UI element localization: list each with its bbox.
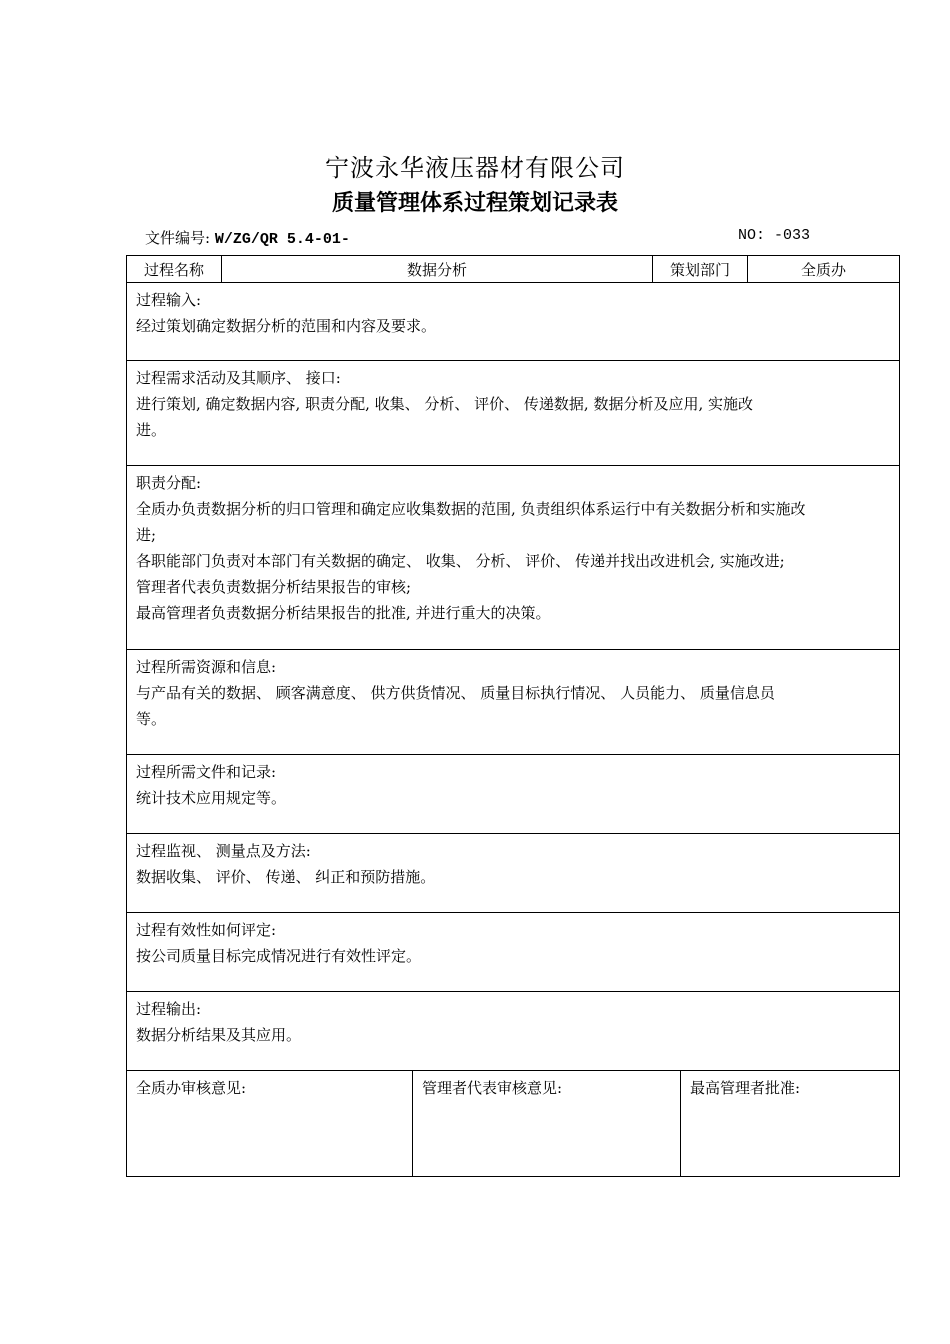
top-mgmt-approval: 最高管理者批准: <box>690 1079 801 1097</box>
section-line: 数据分析结果及其应用。 <box>136 1026 302 1044</box>
section-heading: 过程输入: <box>136 291 202 309</box>
dept-label: 策划部门 <box>653 256 748 282</box>
section-responsibilities <box>126 466 900 650</box>
section-heading: 过程所需文件和记录: <box>136 763 277 781</box>
section-effectiveness <box>126 913 900 992</box>
section-activities <box>126 361 900 466</box>
section-line: 进行策划, 确定数据内容, 职责分配, 收集、 分析、 评价、 传递数据, 数据分析及应用, 实施改 <box>136 395 753 413</box>
process-name-value: 数据分析 <box>222 256 653 282</box>
section-monitoring <box>126 834 900 913</box>
company-name: 宁波永华液压器材有限公司 <box>325 154 625 182</box>
doc-number-label: 文件编号: <box>145 229 211 247</box>
section-line: 进; <box>136 526 157 544</box>
section-line: 全质办负责数据分析的归口管理和确定应收集数据的范围, 负责组织体系运行中有关数据分析和实施改 <box>136 500 806 518</box>
section-heading: 过程监视、 测量点及方法: <box>136 842 311 860</box>
section-documents <box>126 755 900 834</box>
mgmt-rep-review: 管理者代表审核意见: <box>413 1071 681 1176</box>
process-name-label: 过程名称 <box>127 256 222 282</box>
qa-office-review: 全质办审核意见: <box>127 1071 413 1176</box>
section-heading: 过程所需资源和信息: <box>136 658 277 676</box>
section-line: 等。 <box>136 710 167 728</box>
section-line: 数据收集、 评价、 传递、 纠正和预防措施。 <box>136 868 436 886</box>
section-resources <box>126 650 900 755</box>
process-info-row <box>126 255 900 283</box>
record-number: NO: -033 <box>738 227 811 244</box>
section-line: 各职能部门负责对本部门有关数据的确定、 收集、 分析、 评价、 传递并找出改进机会, 实施改进; <box>136 552 785 570</box>
record-form <box>126 255 900 1177</box>
signature-row <box>126 1071 900 1177</box>
section-output <box>126 992 900 1071</box>
doc-number-value: W/ZG/QR 5.4-01- <box>214 231 350 248</box>
section-line: 按公司质量目标完成情况进行有效性评定。 <box>136 947 422 965</box>
section-line: 进。 <box>136 421 167 439</box>
section-line: 与产品有关的数据、 顾客满意度、 供方供货情况、 质量目标执行情况、 人员能力、 质量信息员 <box>136 684 775 702</box>
section-line: 管理者代表负责数据分析结果报告的审核; <box>136 578 412 596</box>
section-line: 统计技术应用规定等。 <box>136 789 287 807</box>
section-heading: 过程输出: <box>136 1000 202 1018</box>
section-heading: 过程需求活动及其顺序、 接口: <box>136 369 341 387</box>
section-heading: 职责分配: <box>136 474 202 492</box>
section-input <box>126 283 900 361</box>
dept-value: 全质办 <box>800 260 846 279</box>
doc-number <box>145 227 350 248</box>
form-title: 质量管理体系过程策划记录表 <box>331 191 618 216</box>
section-line: 最高管理者负责数据分析结果报告的批准, 并进行重大的决策。 <box>136 604 551 622</box>
section-line: 经过策划确定数据分析的范围和内容及要求。 <box>136 317 437 335</box>
section-heading: 过程有效性如何评定: <box>136 921 277 939</box>
